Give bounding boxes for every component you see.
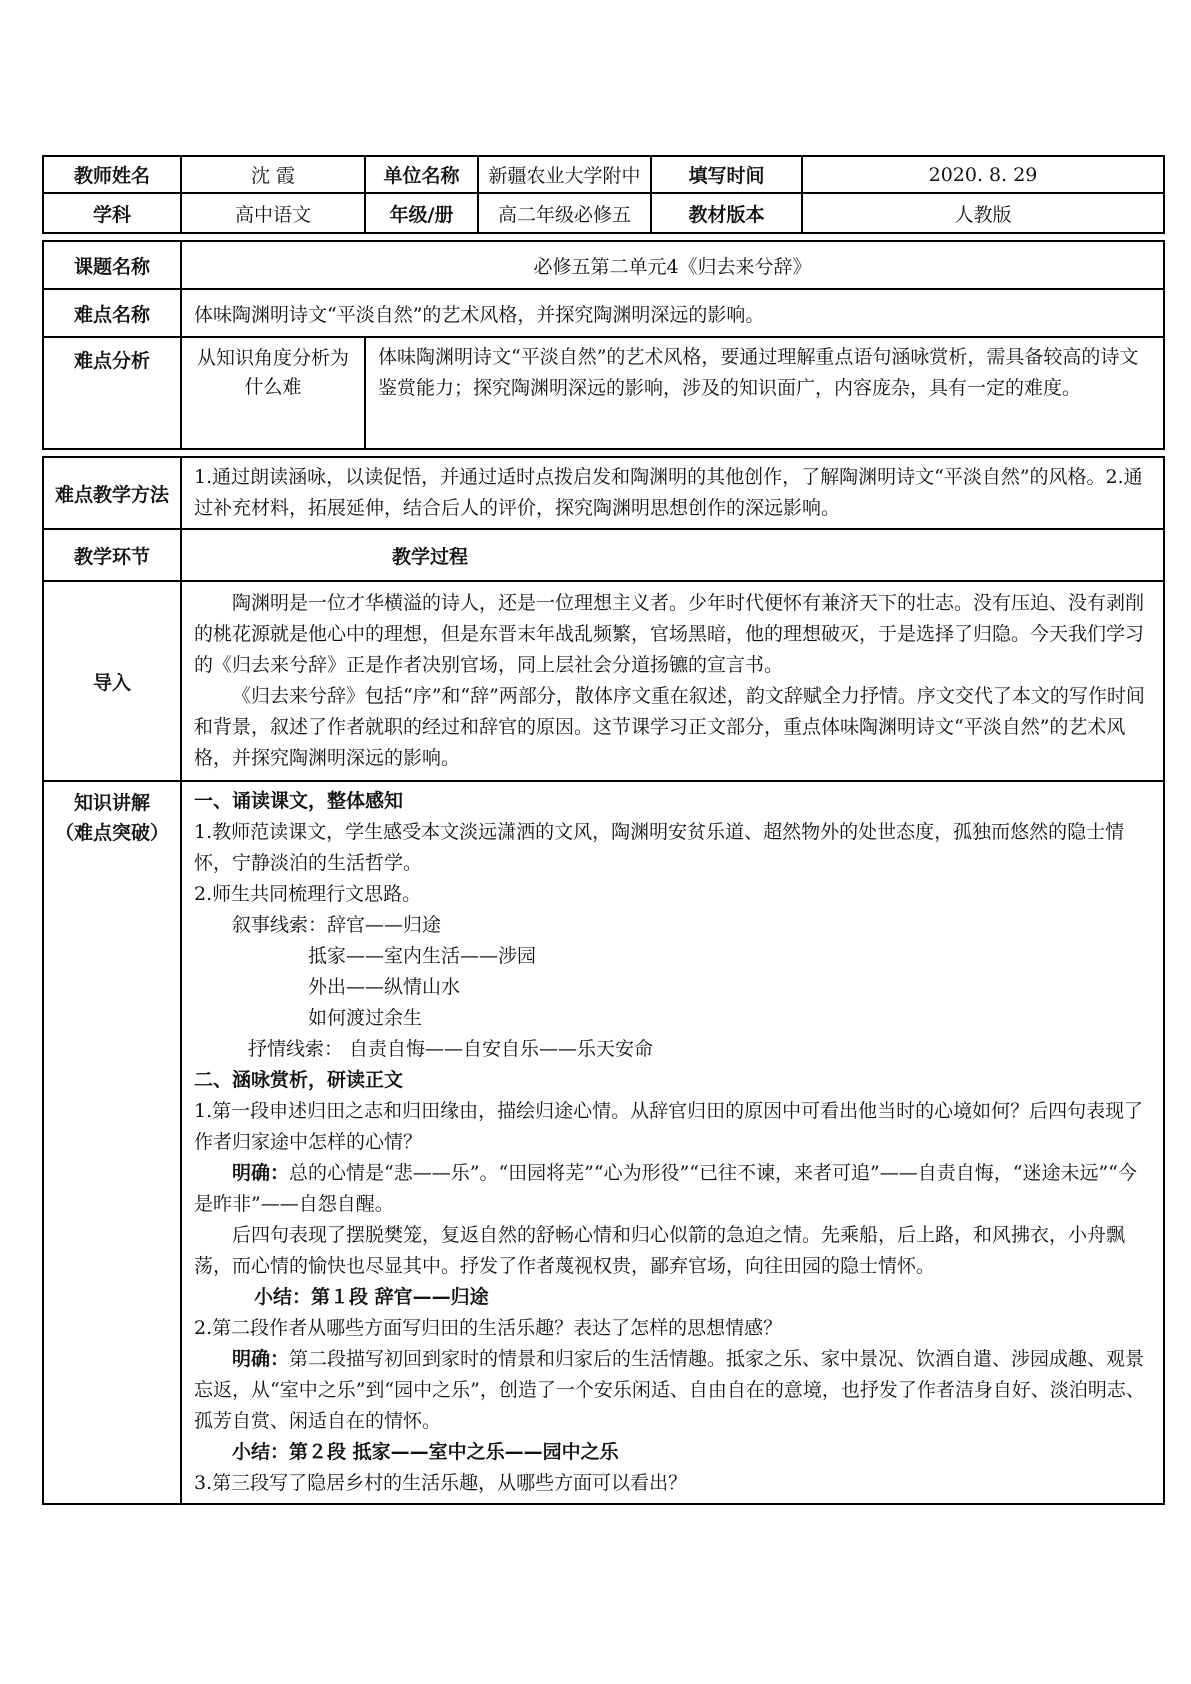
knowledge-label-line2: （难点突破） [54,822,169,844]
separator [43,449,1164,457]
method-value: 1.通过朗读涵咏，以读促悟，并通过适时点拨启发和陶渊明的其他创作，了解陶渊明诗文“平淡自然”的风格。2.通过补充材料，拓展延伸，结合后人的评价，探究陶渊明思想创作的深远影响。 [181,457,1164,529]
grade-label: 年级/册 [365,193,478,233]
topic-value: 必修五第二单元4《归去来兮辞》 [181,241,1164,289]
answer-continued: 后四句表现了摆脱樊笼，复返自然的舒畅心情和归心似箭的急迫之情。先乘船，后上路，和风拂衣，小舟飘荡，而心情的愉快也尽显其中。抒发了作者蔑视权贵，鄙弃官场，向往田园的隐士情怀。 [194,1224,1126,1277]
date-label: 填写时间 [651,156,802,193]
difficulty-label: 难点名称 [43,289,181,337]
edition-value: 人教版 [802,193,1164,233]
knowledge-content [181,781,1164,1504]
question: 1.第一段申述归田之志和归田缘由，描绘归途心情。从辞官归田的原因中可看出他当时的心境如何？后四句表现了作者归家途中怎样的心情？ [194,1100,1144,1153]
method-row [43,457,1164,529]
answer-text: 第二段描写初回到家时的情景和归家后的生活情趣。抵家之乐、家中景况、饮酒自遣、涉园成趣、观景忘返，从“室中之乐”到“园中之乐”，创造了一个安乐闲适、自由自在的意境，也抒发了作者洁身自好、淡泊明志、孤芳自赏、闲适自在的情怀。 [194,1348,1145,1432]
unit-value: 新疆农业大学附中 [478,156,651,193]
edition-label: 教材版本 [651,193,802,233]
knowledge-paragraph: 2.师生共同梳理行文思路。 [194,883,422,905]
section-heading: 一、诵读课文，整体感知 [194,790,404,812]
analysis-sub-label: 从知识角度分析为什么难 [181,337,365,449]
answer-label: 明确： [232,1162,290,1184]
knowledge-label [43,781,181,1504]
knowledge-paragraph: 1.教师范读课文，学生感受本文淡远潇洒的文风，陶渊明安贫乐道、超然物外的处世态度，孤独而悠然的隐士情怀，宁静淡泊的生活哲学。 [194,821,1125,874]
teacher-value: 沈 霞 [181,156,365,193]
subject-label: 学科 [43,193,181,233]
question: 3.第三段写了隐居乡村的生活乐趣，从哪些方面可以看出？ [194,1472,688,1494]
answer [194,1344,1151,1437]
info-row-1 [43,156,1164,193]
subject-value: 高中语文 [181,193,365,233]
answer [194,1158,1151,1220]
intro-label: 导入 [43,581,181,781]
method-label: 难点教学方法 [43,457,181,529]
analysis-value: 体味陶渊明诗文“平淡自然”的艺术风格，要通过理解重点语句涵咏赏析，需具备较高的诗文鉴赏能力；探究陶渊明深远的影响，涉及的知识面广，内容庞杂，具有一定的难度。 [365,337,1164,449]
outline-line: 叙事线索：辞官——归途 [232,914,442,936]
difficulty-row [43,289,1164,337]
intro-row [43,581,1164,781]
date-value: 2020. 8. 29 [802,156,1164,193]
process-label: 教学环节 [43,529,181,581]
summary: 小结：第２段 抵家——室中之乐——园中之乐 [232,1441,619,1463]
grade-value: 高二年级必修五 [478,193,651,233]
lesson-plan-table [42,155,1165,1505]
question: 2.第二段作者从哪些方面写归田的生活乐趣？表达了怎样的思想情感？ [194,1317,783,1339]
answer-text: 总的心情是“悲——乐”。“田园将芜”“心为形役”“已往不谏，来者可追”——自责自悔，“迷途未远”“今是昨非”——自怨自醒。 [194,1162,1137,1215]
outline-line: 抒情线索： 自责自悔——自安自乐——乐天安命 [248,1038,654,1060]
process-header-row [43,529,1164,581]
analysis-label: 难点分析 [43,337,181,449]
process-title: 教学过程 [181,529,1164,581]
topic-row [43,241,1164,289]
section-heading: 二、涵咏赏析，研读正文 [194,1069,404,1091]
teacher-label: 教师姓名 [43,156,181,193]
knowledge-row [43,781,1164,1504]
info-row-2 [43,193,1164,233]
outline-line: 如何渡过余生 [308,1007,423,1029]
unit-label: 单位名称 [365,156,478,193]
intro-paragraph: 《归去来兮辞》包括“序”和“辞”两部分，散体序文重在叙述，韵文辞赋全力抒情。序文交代了本文的写作时间和背景，叙述了作者就职的经过和辞官的原因。这节课学习正文部分，重点体味陶渊明诗文“平淡自然”的艺术风格，并探究陶渊明深远的影响。 [194,685,1145,769]
difficulty-value: 体味陶渊明诗文“平淡自然”的艺术风格，并探究陶渊明深远的影响。 [181,289,1164,337]
separator [43,233,1164,241]
outline-line: 外出——纵情山水 [308,976,461,998]
outline-line: 抵家——室内生活——涉园 [308,945,537,967]
intro-content [181,581,1164,781]
topic-label: 课题名称 [43,241,181,289]
intro-paragraph: 陶渊明是一位才华横溢的诗人，还是一位理想主义者。少年时代便怀有兼济天下的壮志。没有压迫、没有剥削的桃花源就是他心中的理想，但是东晋末年战乱频繁，官场黑暗，他的理想破灭，于是选择了归隐。今天我们学习的《归去来兮辞》正是作者决别官场，同上层社会分道扬镳的宣言书。 [194,592,1145,676]
summary: 小结：第１段 辞官——归途 [254,1286,489,1308]
answer-label: 明确： [232,1348,290,1370]
analysis-row [43,337,1164,449]
knowledge-label-line1: 知识讲解 [73,792,150,814]
lesson-plan [42,155,1163,1505]
